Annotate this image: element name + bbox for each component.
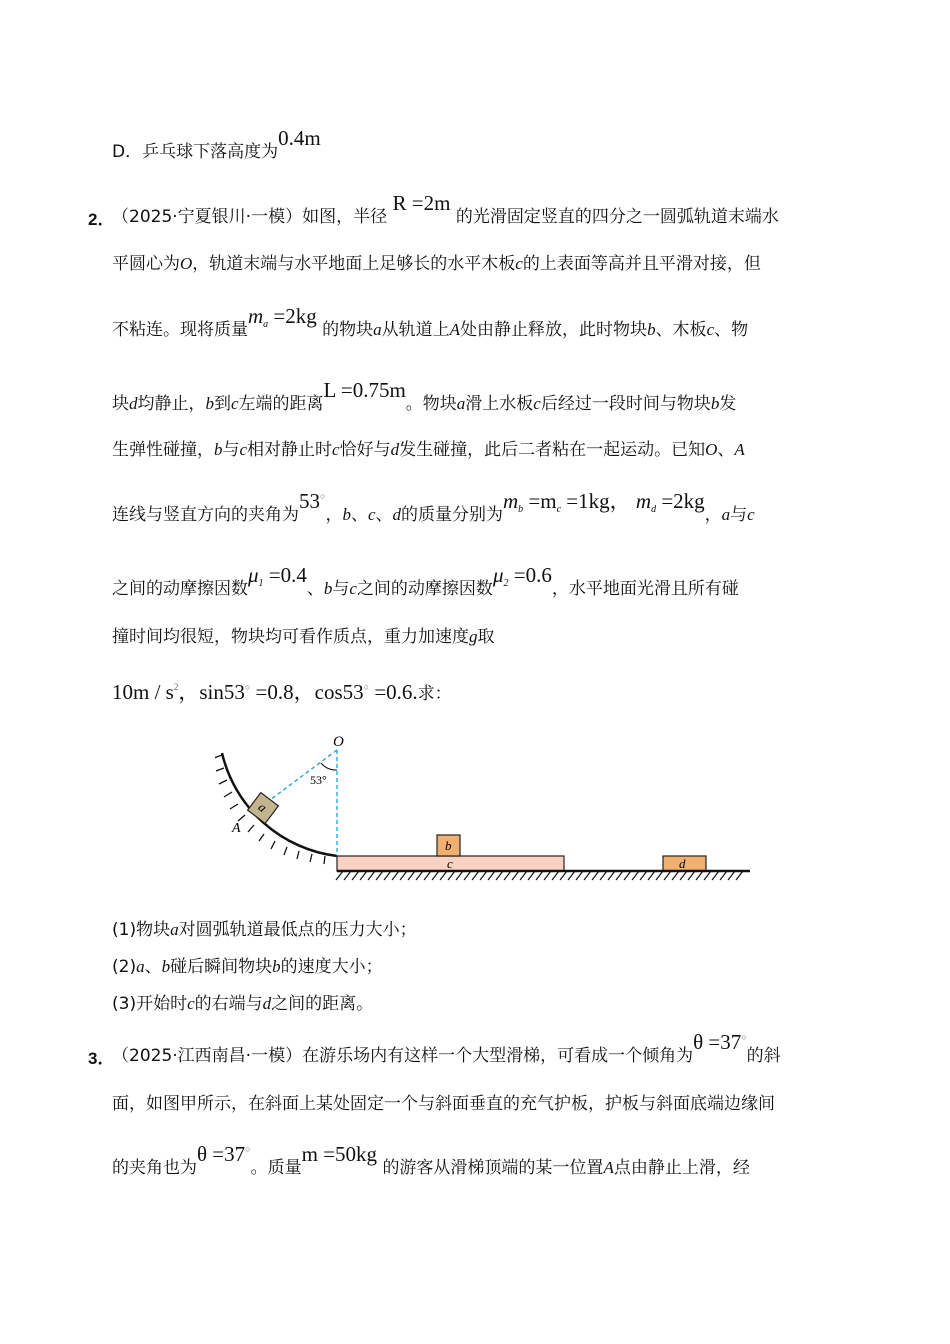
radius-dashed-line (270, 750, 337, 800)
q2-sub-1: (1)物块a对圆弧轨道最低点的压力大小； (112, 920, 417, 940)
ground-hatch (448, 871, 455, 880)
q2-line-7: 之间的动摩擦因数$\mu_1 =0.4$、b与c之间的动摩擦因数$\mu_2 =0.6$，水平地面光滑且所有碰 (112, 563, 739, 599)
ground-hatch (712, 871, 719, 880)
q2-line-3: 不粘连。现将质量$m_a =2kg$ 的物块a从轨道上A处由静止释放，此时物块b、木板c、物 (112, 304, 749, 340)
ground-hatch (672, 871, 679, 880)
arc-track (222, 753, 337, 856)
ground-hatch (584, 871, 591, 880)
q2-line-2: 平圆心为O，轨道末端与水平地面上足够长的水平木板c的上表面等高并且平滑对接，但 (112, 254, 761, 274)
ground-hatch (536, 871, 543, 880)
q2-line-1: （2025·宁夏银川·一模）如图，半径 R =2m 的光滑固定竖直的四分之一圆弧轨道末端水 (112, 191, 779, 227)
question-3-number: 3． (88, 1049, 115, 1068)
ground-hatch (648, 871, 655, 880)
ground-hatch (696, 871, 703, 880)
q2-line-4: 块d均静止，b到c左端的距离L =0.75m。物块a滑上水板c后经过一段时间与物块b发 (112, 378, 737, 414)
ground-hatch (464, 871, 471, 880)
ground-hatch (728, 871, 735, 880)
ground-hatch (600, 871, 607, 880)
ground-hatch (384, 871, 391, 880)
ground-hatch (376, 871, 383, 880)
ground-hatch (632, 871, 639, 880)
ground-hatch (488, 871, 495, 880)
ground-hatch (408, 871, 415, 880)
ground-hatch (680, 871, 687, 880)
ground-hatch (592, 871, 599, 880)
ground-hatches (336, 871, 743, 880)
option-d: D．乒乓球下落高度为0.4m (112, 126, 321, 162)
ground-hatch (736, 871, 743, 880)
ground-hatch (416, 871, 423, 880)
q2-figure (215, 728, 760, 883)
ground-hatch (352, 871, 359, 880)
q3-line-1: （2025·江西南昌·一模）在游乐场内有这样一个大型滑梯，可看成一个倾角为θ =37○的斜 (112, 1030, 781, 1066)
ground-hatch (512, 871, 519, 880)
q2-sub-2: (2)a、b碰后瞬间物块b的速度大小； (112, 957, 383, 977)
question-2-number: 2． (88, 210, 115, 229)
ground-hatch (336, 871, 343, 880)
q2-line-5: 生弹性碰撞，b与c相对静止时c恰好与d发生碰撞，此后二者粘在一起运动。已知O、A (112, 440, 745, 460)
ground-hatch (568, 871, 575, 880)
angle-arc (321, 763, 337, 770)
ground-hatch (544, 871, 551, 880)
ground-hatch (528, 871, 535, 880)
ground-hatch (440, 871, 447, 880)
q3-line-2: 面，如图甲所示，在斜面上某处固定一个与斜面垂直的充气护板，护板与斜面底端边缘间 (112, 1094, 775, 1114)
ground-hatch (344, 871, 351, 880)
ground-hatch (704, 871, 711, 880)
ground-hatch (480, 871, 487, 880)
ground-hatch (552, 871, 559, 880)
label-angle: 53° (310, 773, 327, 787)
q2-source: （2025·宁夏银川·一模） (112, 207, 303, 227)
q3-source: （2025·江西南昌·一模） (112, 1046, 303, 1066)
ground-hatch (456, 871, 463, 880)
label-A: A (232, 821, 241, 836)
ground-hatch (368, 871, 375, 880)
ground-hatch (640, 871, 647, 880)
ground-hatch (560, 871, 567, 880)
ground-hatch (688, 871, 695, 880)
label-a: a (255, 799, 270, 816)
ground-hatch (504, 871, 511, 880)
ground-hatch (576, 871, 583, 880)
ground-hatch (496, 871, 503, 880)
label-d: d (679, 856, 686, 871)
ground-hatch (656, 871, 663, 880)
ground-hatch (616, 871, 623, 880)
q2-line-6: 连线与竖直方向的夹角为53○，b、c、d的质量分别为$m_b =m_c =1kg$， $m_d =2kg$，a与c (112, 489, 755, 525)
q2-line-8: 撞时间均很短，物块均可看作质点，重力加速度g取 (112, 627, 495, 647)
ground-hatch (664, 871, 671, 880)
ground-hatch (608, 871, 615, 880)
ground-hatch (400, 871, 407, 880)
q2-sub-3: (3)开始时c的右端与d之间的距离。 (112, 994, 374, 1014)
ground-hatch (424, 871, 431, 880)
ground-hatch (360, 871, 367, 880)
ground-hatch (392, 871, 399, 880)
q2-line-9: $10m / s^2$，sin53○ =0.8，cos53○ =0.6.求： (112, 680, 452, 704)
label-b: b (445, 838, 452, 853)
label-c: c (447, 856, 453, 871)
q3-line-3: 的夹角也为θ =37○。质量m =50kg 的游客从滑梯顶端的某一位置A点由静止上滑，经 (112, 1142, 750, 1178)
ground-hatch (520, 871, 527, 880)
ground-hatch (720, 871, 727, 880)
label-O: O (333, 734, 344, 750)
ground-hatch (432, 871, 439, 880)
ground-hatch (624, 871, 631, 880)
ground-hatch (472, 871, 479, 880)
option-d-value: 0.4m (278, 126, 321, 150)
